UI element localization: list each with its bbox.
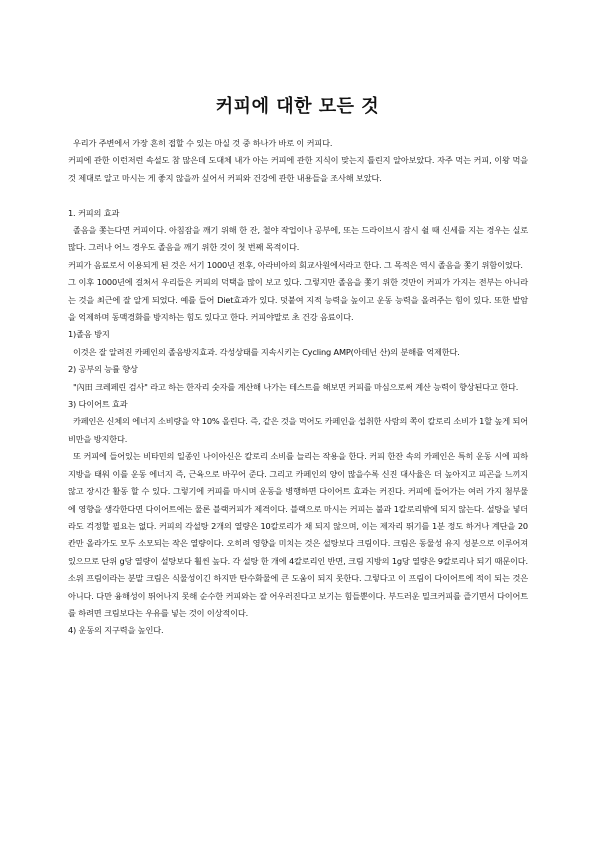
section-paragraph-3: 그 이후 1000년에 걸쳐서 우리들은 커피의 덕택을 많이 보고 있다. 그렇지만 졸음을 쫓기 위한 것만이 커피가 가지는 전부는 아니라는 것을 최근에 잘 알게 되었다. 예를 들어 Diet효과가 있다. 덧붙여 지적 능력을 높이고 운동 능력을 올려주는 힘이 있다. 또한 발암을 억제하며 동맥경화를 방지하는 힘도 있다고 한다. 커피야말로 초 건강 음료이다. — [68, 277, 528, 323]
subsection-text-3a: 카페인은 신체의 에너지 소비량을 약 10% 올린다. 즉, 같은 것을 먹어도 카페인을 섭취한 사람의 쪽이 칼로리 소비가 1할 높게 되어 비만을 방지한다. — [68, 416, 528, 444]
subsection-text-1: 이것은 잘 알려진 카페인의 졸음방지효과. 각성상태를 지속시키는 Cycling AMP(아데닌 산)의 분해를 억제한다. — [73, 346, 460, 357]
spacer — [68, 187, 528, 204]
subsection-text-2: "內田 크레페린 검사" 라고 하는 한자리 숫자를 계산해 나가는 테스트를 해보면 커피를 마심으로써 계산 능력이 향상된다고 한다. — [73, 381, 519, 392]
section-paragraph-1: 졸음을 쫓는다면 커피이다. 아침잠을 깨기 위해 한 잔, 철야 작업이나 공부에, 또는 드라이브시 잠시 쉴 때 신세를 지는 경우는 실로 많다. 그러나 어느 경우도 졸음을 깨기 위한 것이 첫 번째 목적이다. — [68, 225, 528, 253]
subsection-heading-2: 2) 공부의 능률 향상 — [68, 364, 138, 375]
document-body — [68, 135, 528, 640]
intro-paragraph-2: 커피에 관한 이런저런 속설도 참 많은데 도대체 내가 아는 커피에 관한 지식이 맞는지 틀린지 알아보았다. 자주 먹는 커피, 이왕 먹을 것 제대로 알고 마시는 게 좋지 않을까 싶어서 커피와 건강에 관한 내용들을 조사해 보았다. — [68, 155, 528, 183]
subsection-heading-4: 4) 운동의 지구력을 높인다. — [68, 625, 164, 636]
page-title: 커피에 대한 모든 것 — [215, 96, 380, 117]
subsection-heading-3: 3) 다이어트 효과 — [68, 399, 128, 410]
section-heading: 1. 커피의 효과 — [68, 207, 120, 218]
subsection-heading-1: 1)졸음 방지 — [68, 329, 110, 340]
intro-paragraph-1: 우리가 주변에서 가장 흔히 접할 수 있는 마실 것 중 하나가 바로 이 커피다. — [73, 138, 333, 148]
section-paragraph-2: 커피가 음료로서 이용되게 된 것은 서기 1000년 전후, 아라비아의 회교사원에서라고 한다. 그 목적은 역시 졸음을 쫓기 위함이었다. — [68, 259, 523, 270]
subsection-text-3b: 또 커피에 들어있는 비타민의 일종인 나이아신은 칼로리 소비를 늘리는 작용을 한다. 커피 한잔 속의 카페인은 특히 운동 시에 피하지방을 태워 이를 운동 에너지 즉, 근육으로 바꾸어 준다. 그리고 카페인의 양이 많을수록 신진 대사율은 더 높아지고 피곤을 느끼지 않고 장시간 활동 할 수 있다. 그렇기에 커피를 마시며 운동을 병행하면 다이어트 효과는 커진다. 커피에 들어가는 여러 가지 첨부물에 영향을 생각한다면 다이어트에는 물론 블랙커피가 제격이다. 블랙으로 마시는 커피는 불과 1칼로리밖에 되지 않는다. 설탕을 넣더라도 걱정할 필요는 없다. 커피의 각설탕 2개의 열량은 10칼로리가 채 되지 않으며, 이는 제자리 뛰기를 1분 정도 하거나 계단을 20칸만 올라가도 모두 소모되는 작은 열량이다. 오히려 영향을 미치는 것은 설탕보다 크림이다. 크림은 동물성 유지 성분으로 이루어져 있으므로 단위 g당 열량이 설탕보다 훨씬 높다. 각 설탕 한 개에 4칼로리인 반면, 크림 지방의 1g당 열량은 9칼로리나 되기 때문이다. 소위 프림이라는 분말 크림은 식물성이긴 하지만 탄수화물에 큰 도움이 되지 못한다. 그렇다고 이 프림이 다이어트에 적이 되는 것은 아니다. 다만 융해성이 뛰어나지 못해 순수한 커피와는 잘 어우러진다고 보기는 힘들뿐이다. 부드러운 밀크커피를 즐기면서 다이어트를 하려면 크림보다는 우유를 넣는 것이 이상적이다. — [68, 451, 528, 618]
